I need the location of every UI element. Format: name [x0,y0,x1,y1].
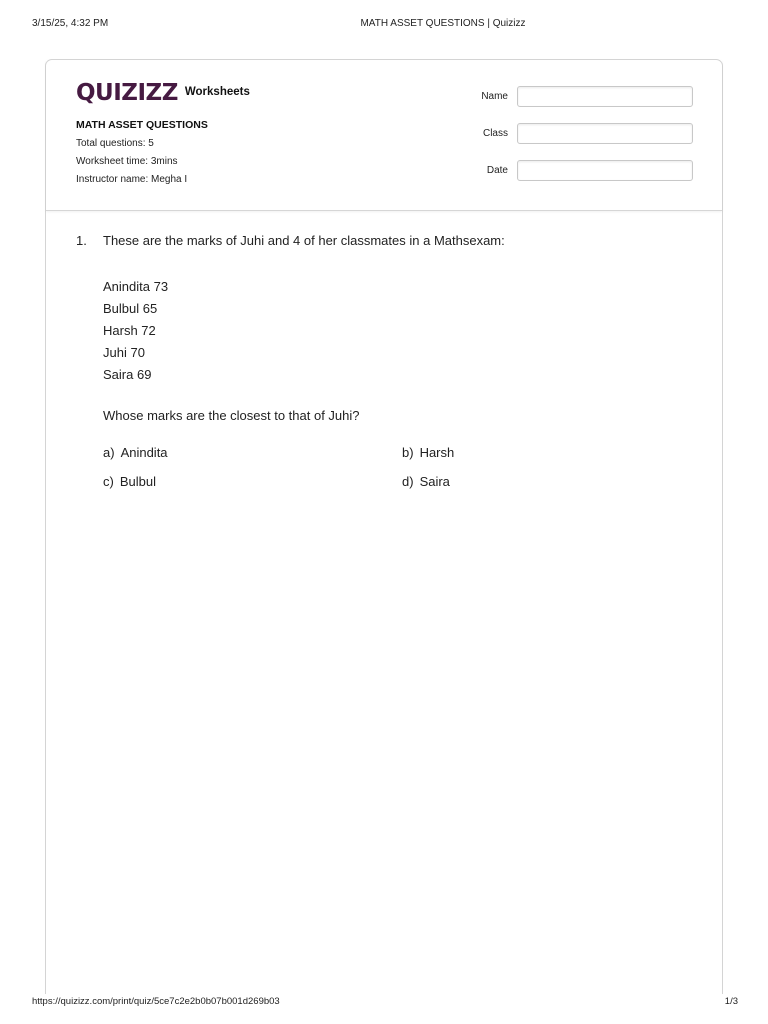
list-item: Saira 69 [103,367,152,382]
question-number: 1. [76,233,87,248]
worksheet-header [46,60,722,211]
option-c [103,474,156,489]
date-field[interactable] [517,160,693,181]
option-text: Harsh [419,445,455,460]
list-item: Bulbul 65 [103,301,158,316]
option-b [402,445,454,460]
print-url: https://quizizz.com/print/quiz/5ce7c2e2b0b07b001d269b03 [32,996,280,1007]
instructor-name: Instructor name: Megha I [76,174,188,185]
list-item: Juhi 70 [103,345,145,360]
print-header [0,16,768,32]
date-label: Date [486,165,508,176]
option-letter: d) [402,474,414,489]
question-prompt: Whose marks are the closest to that of Juhi? [103,408,360,423]
option-letter: c) [103,474,114,489]
list-item: Anindita 73 [103,279,169,294]
option-text: Bulbul [119,474,156,489]
print-page-title: MATH ASSET QUESTIONS | Quizizz [360,18,526,29]
option-letter: a) [103,445,115,460]
option-a [103,445,168,460]
name-field[interactable] [517,86,693,107]
option-letter: b) [402,445,414,460]
quizizz-logo: QUIZIZZ [76,80,178,106]
worksheet-card [45,59,723,994]
brand-subtitle: Worksheets [184,86,250,98]
option-d [402,474,450,489]
class-label: Class [482,128,508,139]
question-text: These are the marks of Juhi and 4 of her classmates in a Mathsexam: [103,233,505,248]
class-field[interactable] [517,123,693,144]
name-label: Name [481,91,508,102]
worksheet-time: Worksheet time: 3mins [76,156,178,167]
worksheet-title: MATH ASSET QUESTIONS [76,119,208,131]
brand [76,80,250,106]
list-item: Harsh 72 [103,323,156,338]
print-footer [0,994,768,1010]
print-datetime: 3/15/25, 4:32 PM [32,18,109,29]
option-text: Anindita [120,445,168,460]
option-text: Saira [419,474,450,489]
marks-list [103,276,168,386]
page-number: 1/3 [724,996,738,1007]
total-questions: Total questions: 5 [76,138,154,149]
